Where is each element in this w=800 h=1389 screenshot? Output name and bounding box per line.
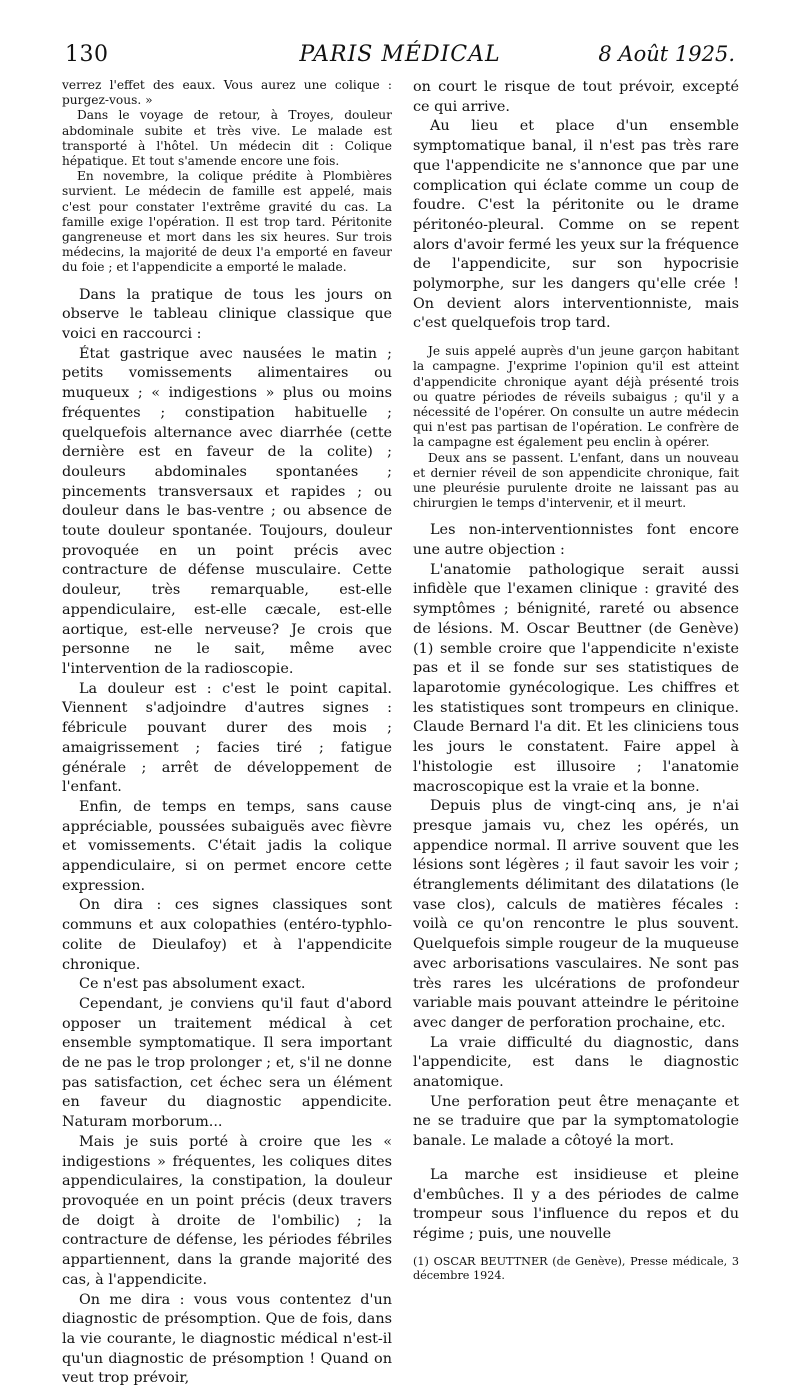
case-text: En novembre, la colique prédite à Plombières survient. Le médecin de famille est appelé, mais c'est pour constater l'extrême gravité du cas. La famille exige l'opération. Il est trop tard. Péritonite gangreneuse et mort dans les six heures. Sur trois médecins, la majorité de deux l'a emporté en faveur du foie ; et l'appendicite a emporté le malade. <box>62 169 392 275</box>
journal-title: PARIS MÉDICAL <box>50 42 750 67</box>
right-column <box>413 78 739 1283</box>
paragraph: Depuis plus de vingt-cinq ans, je n'ai presque jamais vu, chez les opérés, un appendice normal. Il arrive souvent que les lésions sont légères ; il faut savoir les voir ; étranglements délimitant des dilatations (le vase clos), calculs de matières fécales : voilà ce qu'on rencontre le plus souvent. Quelquefois simple rougeur de la muqueuse avec arborisations vasculaires. Ne sont pas très rares les ulcérations de profondeur variable mais pouvant atteindre le péritoine avec danger de perforation prochaine, etc. <box>413 797 739 1033</box>
paragraph: Les non-interventionnistes font encore une autre objection : <box>413 521 739 560</box>
paragraph: La marche est insidieuse et pleine d'embûches. Il y a des périodes de calme trompeur sous l'influence du repos et du régime ; puis, une nouvelle <box>413 1166 739 1245</box>
page-number: 130 <box>65 42 109 67</box>
paragraph: L'anatomie pathologique serait aussi infidèle que l'examen clinique : gravité des symptômes ; bénignité, rareté ou absence de lésions. M. Oscar Beuttner (de Genève) (1) semble croire que l'appendicite n'existe pas et il se fonde sur ses statistiques de laparotomie gynécologique. Les chiffres et les statistiques sont trompeurs en clinique. Claude Bernard l'a dit. Et les cliniciens tous les jours le constatent. Faire appel à l'histologie est illusoire ; l'anatomie macroscopique est la vraie et la bonne. <box>413 561 739 797</box>
left-column <box>62 78 392 1389</box>
case-text: verrez l'effet des eaux. Vous aurez une colique : purgez-vous. » <box>62 78 392 108</box>
case-text: Je suis appelé auprès d'un jeune garçon habitant la campagne. J'exprime l'opinion qu'il est atteint d'appendicite chronique ayant déjà présenté trois ou quatre périodes de réveils subaigus ; qu'il y a nécessité de l'opérer. On consulte un autre médecin qui n'est pas partisan de l'opération. Le confrère de la campagne est également peu enclin à opérer. <box>413 344 739 450</box>
paragraph: On me dira : vous vous contentez d'un diagnostic de présomption. Que de fois, dans la vie courante, le diagnostic médical n'est-il qu'un diagnostic de présomption ! Quand on veut trop prévoir, <box>62 1291 392 1389</box>
paragraph: Ce n'est pas absolument exact. <box>62 975 392 995</box>
paragraph: Une perforation peut être menaçante et ne se traduire que par la symptomatologie banale. Le malade a côtoyé la mort. <box>413 1093 739 1152</box>
paragraph: La vraie difficulté du diagnostic, dans l'appendicite, est dans le diagnostic anatomique. <box>413 1034 739 1093</box>
paragraph: Au lieu et place d'un ensemble symptomatique banal, il n'est pas très rare que l'appendicite ne s'annonce que par une complication qui éclate comme un coup de foudre. C'est la péritonite ou le drame péritonéo-pleural. Comme on se repent alors d'avoir fermé les yeux sur la fréquence de l'appendicite, sur son hypocrisie polymorphe, sur les dangers qu'elle crée ! On devient alors interventionniste, mais c'est quelquefois trop tard. <box>413 117 739 334</box>
paragraph: Cependant, je conviens qu'il faut d'abord opposer un traitement médical à cet ensemble symptomatique. Il sera important de ne pas le trop prolonger ; et, s'il ne donne pas satisfaction, cet échec sera un élément en faveur du diagnostic appendicite. Naturam morborum... <box>62 995 392 1133</box>
footnote: (1) OSCAR BEUTTNER (de Genève), Presse médicale, 3 décembre 1924. <box>413 1255 739 1283</box>
paragraph: État gastrique avec nausées le matin ; petits vomissements alimentaires ou muqueux ; « indigestions » plus ou moins fréquentes ; constipation habituelle ; quelquefois alternance avec diarrhée (cette dernière est en faveur de la colite) ; douleurs abdominales spontanées ; pincements transversaux et rapides ; ou douleur dans le bas-ventre ; ou absence de toute douleur spontanée. Toujours, douleur provoquée en un point précis avec contracture de défense musculaire. Cette douleur, très remarquable, est-elle appendiculaire, est-elle cæcale, est-elle aortique, est-elle nerveuse? Je crois que personne ne le sait, même avec l'intervention de la radioscopie. <box>62 345 392 680</box>
paragraph: on court le risque de tout prévoir, excepté ce qui arrive. <box>413 78 739 117</box>
case-text: Deux ans se passent. L'enfant, dans un nouveau et dernier réveil de son appendicite chronique, fait une pleurésie purulente droite ne laissant pas au chirurgien le temps d'intervenir, et il meurt. <box>413 451 739 512</box>
paragraph: Mais je suis porté à croire que les « indigestions » fréquentes, les coliques dites appendiculaires, la constipation, la douleur provoquée en un point précis (deux travers de doigt à droite de l'ombilic) ; la contracture de défense, les périodes fébriles appartiennent, dans la grande majorité des cas, à l'appendicite. <box>62 1133 392 1291</box>
paragraph: La douleur est : c'est le point capital. Viennent s'adjoindre d'autres signes : fébricule pouvant durer des mois ; amaigrissement ; facies tiré ; fatigue générale ; arrêt de développement de l'enfant. <box>62 680 392 798</box>
case-text: Dans le voyage de retour, à Troyes, douleur abdominale subite et très vive. Le malade est transporté à l'hôtel. Un médecin dit : Colique hépatique. Et tout s'amende encore une fois. <box>62 108 392 169</box>
page-header <box>50 38 750 78</box>
paragraph: Dans la pratique de tous les jours on observe le tableau clinique classique que voici en raccourci : <box>62 286 392 345</box>
paragraph: Enfin, de temps en temps, sans cause appréciable, poussées subaiguës avec fièvre et vomissements. C'était jadis la colique appendiculaire, si on permet encore cette expression. <box>62 798 392 897</box>
paragraph: On dira : ces signes classiques sont communs et aux colopathies (entéro-typhlo-colite de Dieulafoy) et à l'appendicite chronique. <box>62 896 392 975</box>
issue-date: 8 Août 1925. <box>598 42 735 66</box>
